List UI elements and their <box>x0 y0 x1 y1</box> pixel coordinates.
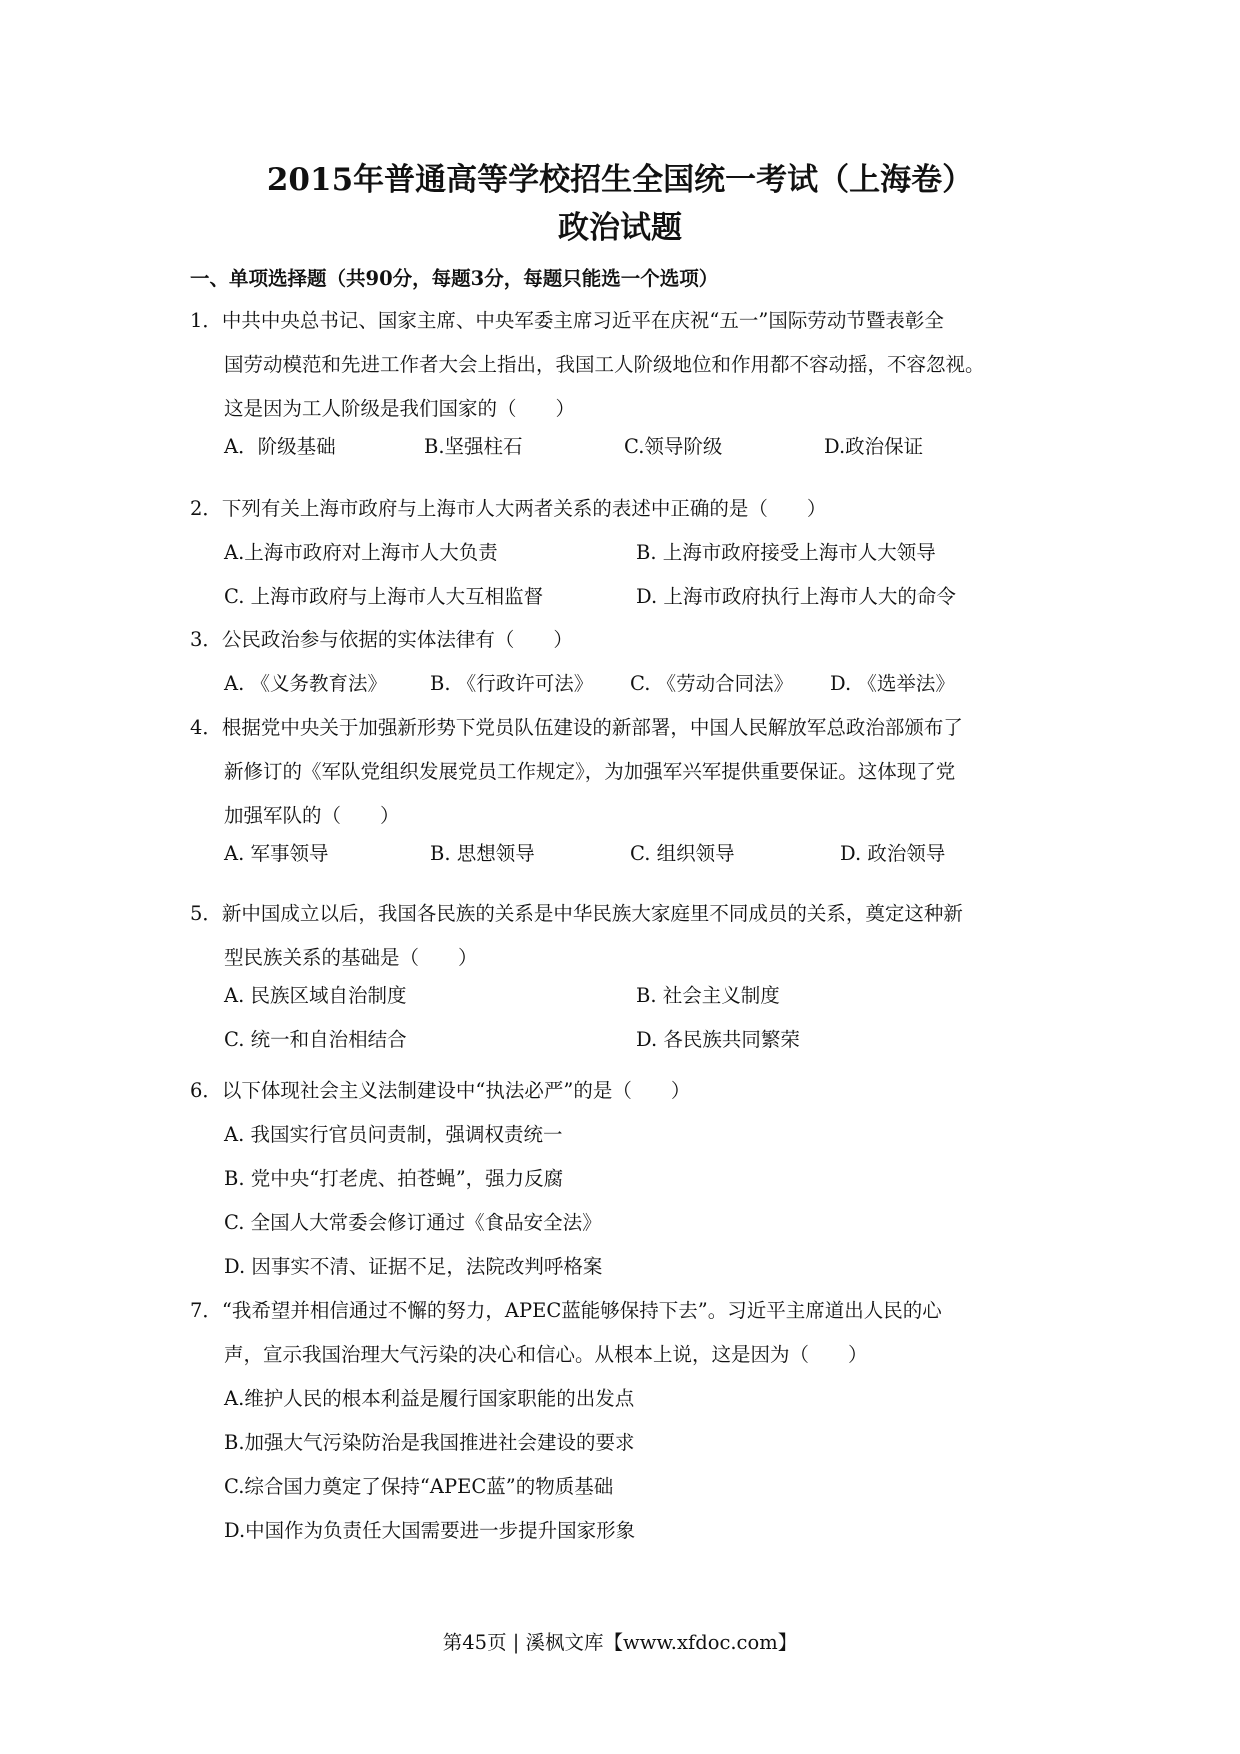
section-heading: 一、单项选择题（共90分，每题3分，每题只能选一个选项） <box>190 267 719 290</box>
question-4-stem-line: 4．根据党中央关于加强新形势下党员队伍建设的新部署，中国人民解放军总政治部颁布了 <box>190 716 963 739</box>
option-d: D.政治保证 <box>824 435 924 458</box>
option-b: B. 上海市政府接受上海市人大领导 <box>636 541 936 564</box>
question-1 <box>190 306 1070 462</box>
question-5-stem-line: 5．新中国成立以后，我国各民族的关系是中华民族大家庭里不同成员的关系，奠定这种新 <box>190 902 963 925</box>
question-5-options-row-1 <box>190 981 1070 1011</box>
question-3-stem-line: 3．公民政治参与依据的实体法律有（ ） <box>190 628 573 651</box>
option-d: D. 上海市政府执行上海市人大的命令 <box>636 585 956 608</box>
question-2-options-row-1 <box>190 538 1070 568</box>
question-1-options <box>190 432 1070 462</box>
question-4-stem-line: 加强军队的（ ） <box>224 804 400 827</box>
question-1-stem-line: 1．中共中央总书记、国家主席、中央军委主席习近平在庆祝“五一”国际劳动节暨表彰全 <box>190 309 944 332</box>
option-a: A. 民族区域自治制度 <box>224 984 407 1007</box>
question-4-stem-line: 新修订的《军队党组织发展党员工作规定》，为加强军兴军提供重要保证。这体现了党 <box>224 760 956 783</box>
question-5 <box>190 899 1070 1055</box>
question-5-stem-line: 型民族关系的基础是（ ） <box>224 946 478 969</box>
option-c: C. 全国人大常委会修订通过《食品安全法》 <box>224 1211 602 1234</box>
option-c: C.领导阶级 <box>624 435 723 458</box>
option-d: D.中国作为负责任大国需要进一步提升国家形象 <box>224 1519 636 1542</box>
option-d: D. 政治领导 <box>840 842 946 865</box>
option-b: B. 《行政许可法》 <box>430 672 594 695</box>
option-a: A.上海市政府对上海市人大负责 <box>224 541 498 564</box>
question-6 <box>190 1076 1070 1282</box>
question-3-options <box>190 669 1070 699</box>
question-3 <box>190 625 1070 699</box>
option-d: D. 因事实不清、证据不足，法院改判呼格案 <box>224 1255 603 1278</box>
option-c: C. 《劳动合同法》 <box>630 672 794 695</box>
option-b: B.加强大气污染防治是我国推进社会建设的要求 <box>224 1431 635 1454</box>
option-c: C.综合国力奠定了保持“APEC蓝”的物质基础 <box>224 1475 614 1498</box>
exam-subtitle: 政治试题 <box>558 210 682 246</box>
exam-title: 2015年普通高等学校招生全国统一考试（上海卷） <box>266 162 974 198</box>
option-d: D. 《选举法》 <box>830 672 955 695</box>
question-1-stem-line: 这是因为工人阶级是我们国家的（ ） <box>224 397 576 420</box>
option-d: D. 各民族共同繁荣 <box>636 1028 800 1051</box>
option-c: C. 统一和自治相结合 <box>224 1028 407 1051</box>
option-a: A.维护人民的根本利益是履行国家职能的出发点 <box>224 1387 635 1410</box>
option-a: A. 我国实行官员问责制，强调权责统一 <box>224 1123 563 1146</box>
option-b: B. 社会主义制度 <box>636 984 780 1007</box>
question-7 <box>190 1296 1070 1546</box>
question-1-stem-line: 国劳动模范和先进工作者大会上指出，我国工人阶级地位和作用都不容动摇，不容忽视。 <box>224 353 985 376</box>
option-c: C. 上海市政府与上海市人大互相监督 <box>224 585 544 608</box>
option-b: B. 党中央“打老虎、拍苍蝇”，强力反腐 <box>224 1167 564 1190</box>
option-a: A. 军事领导 <box>224 842 329 865</box>
question-7-stem-line: 声，宣示我国治理大气污染的决心和信心。从根本上说，这是因为（ ） <box>224 1343 868 1366</box>
question-4-options <box>190 839 1070 869</box>
question-5-options-row-2 <box>190 1025 1070 1055</box>
option-c: C. 组织领导 <box>630 842 735 865</box>
question-7-stem-line: 7．“我希望并相信通过不懈的努力，APEC蓝能够保持下去”。习近平主席道出人民的心 <box>190 1299 942 1322</box>
question-6-stem-line: 6．以下体现社会主义法制建设中“执法必严”的是（ ） <box>190 1079 691 1102</box>
option-a: A. 《义务教育法》 <box>224 672 387 695</box>
option-b: B. 思想领导 <box>430 842 535 865</box>
question-2 <box>190 494 1070 612</box>
option-a: A．阶级基础 <box>224 435 336 458</box>
question-4 <box>190 713 1070 869</box>
question-2-stem-line: 2．下列有关上海市政府与上海市人大两者关系的表述中正确的是（ ） <box>190 497 827 520</box>
option-b: B.坚强柱石 <box>424 435 523 458</box>
page-footer: 第45页 | 溪枫文库【www.xfdoc.com】 <box>442 1631 798 1654</box>
question-2-options-row-2 <box>190 582 1070 612</box>
